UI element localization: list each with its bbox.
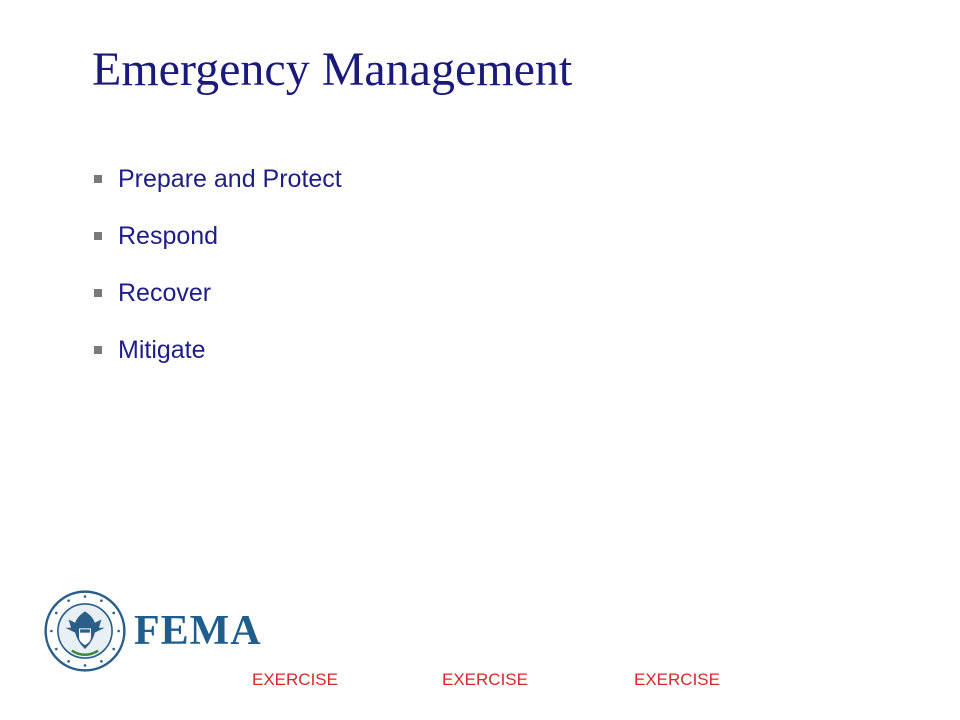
logo-wordmark: FEMA — [134, 608, 262, 654]
square-bullet-icon — [94, 289, 102, 297]
bullet-label: Recover — [118, 278, 212, 307]
exercise-label: EXERCISE — [634, 670, 720, 689]
square-bullet-icon — [94, 346, 102, 354]
bullet-label: Respond — [118, 221, 219, 250]
dhs-seal-icon — [44, 590, 126, 672]
list-item — [94, 331, 342, 369]
page-title: Emergency Management — [92, 43, 573, 96]
fema-logo — [44, 590, 262, 672]
exercise-label: EXERCISE — [442, 670, 528, 689]
list-item — [94, 160, 342, 198]
bullet-list — [94, 160, 342, 388]
square-bullet-icon — [94, 232, 102, 240]
list-item — [94, 274, 342, 312]
exercise-label: EXERCISE — [252, 670, 338, 689]
square-bullet-icon — [94, 175, 102, 183]
list-item — [94, 217, 342, 255]
bullet-label: Mitigate — [118, 335, 206, 364]
bullet-label: Prepare and Protect — [118, 164, 342, 193]
